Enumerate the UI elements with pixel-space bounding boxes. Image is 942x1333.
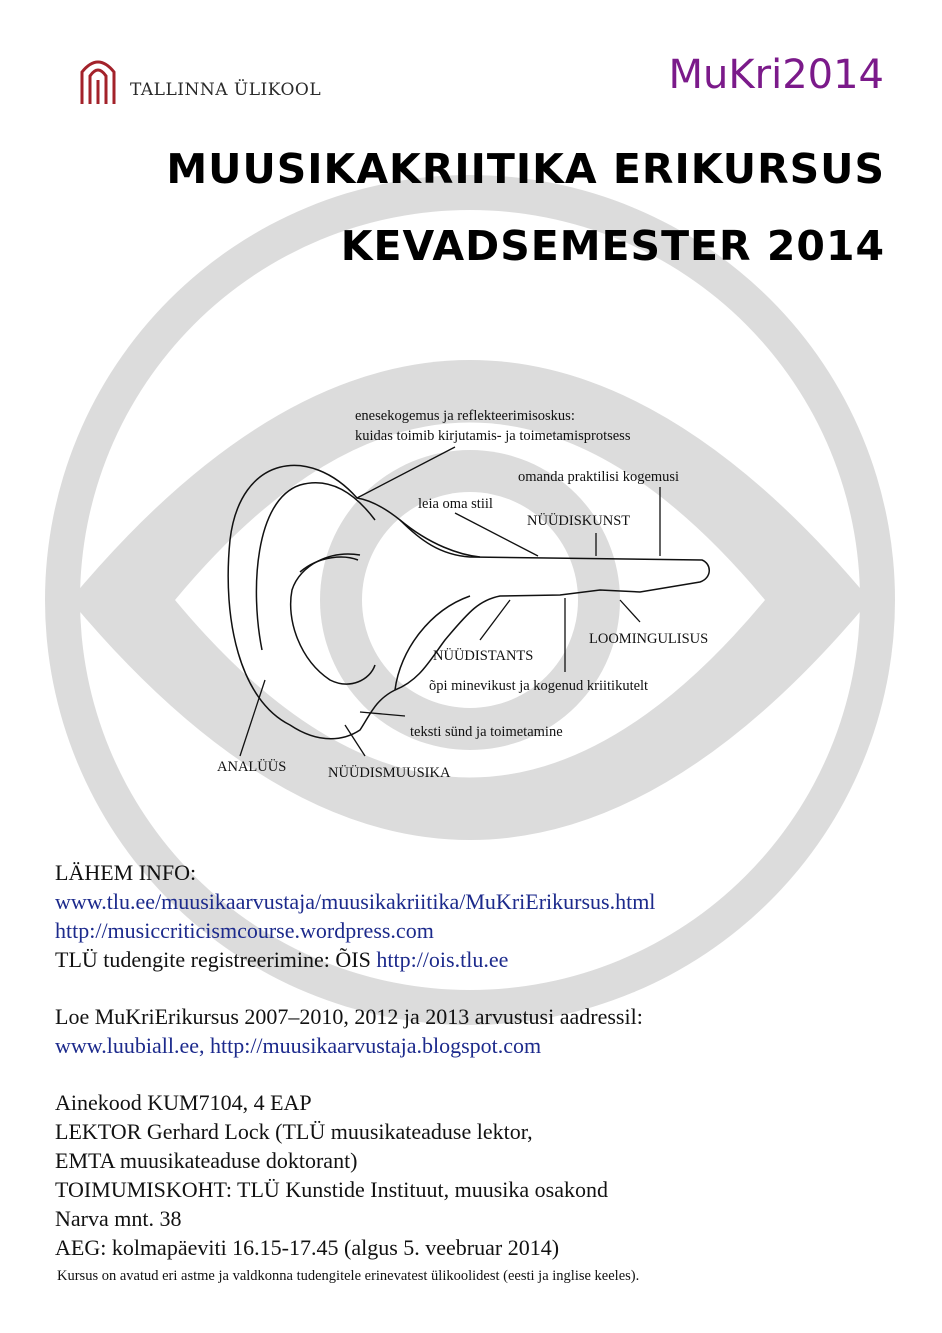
label-kirjutamisprotsess: kuidas toimib kirjutamis- ja toimetamisprotsess bbox=[355, 428, 631, 444]
label-praktilisi-kogemusi: omanda praktilisi kogemusi bbox=[518, 469, 680, 485]
footnote: Kursus on avatud eri astme ja valdkonna tudengitele erinevatest ülikoolidest (eesti ja inglise keeles). bbox=[57, 1268, 640, 1284]
lector-line-2: EMTA muusikateaduse doktorant) bbox=[55, 1148, 358, 1173]
university-logo bbox=[78, 50, 378, 110]
lector-line-1: LEKTOR Gerhard Lock (TLÜ muusikateaduse lektor, bbox=[55, 1119, 533, 1144]
label-oma-stiil: leia oma stiil bbox=[418, 496, 493, 512]
mukri-tag: MuKri2014 bbox=[668, 52, 884, 98]
registration-label: TLÜ tudengite registreerimine: ÕIS bbox=[55, 947, 377, 972]
ear-helix bbox=[256, 483, 375, 650]
label-analuus: ANALÜÜS bbox=[217, 759, 287, 775]
blogspot-link[interactable]: http://muusikaarvustaja.blogspot.com bbox=[209, 1033, 542, 1058]
page-subtitle: KEVADSEMESTER 2014 bbox=[340, 222, 885, 270]
label-nuudismuusika: NÜÜDISMUUSIKA bbox=[328, 765, 451, 781]
label-enesekogemus: enesekogemus ja reflekteerimisoskus: bbox=[355, 408, 575, 424]
info-heading: LÄHEM INFO: bbox=[55, 860, 197, 885]
info-section bbox=[55, 858, 655, 1262]
course-page-link[interactable]: www.tlu.ee/muusikaarvustaja/muusikakriitika/MuKriErikursus.html bbox=[55, 889, 656, 914]
page-title: MUUSIKAKRIITIKA ERIKURSUS bbox=[166, 145, 885, 193]
label-loomingulisus: LOOMINGULISUS bbox=[589, 631, 709, 647]
label-nuudiskunst: NÜÜDISKUNST bbox=[527, 513, 631, 529]
tlu-arch-icon bbox=[78, 50, 118, 106]
wordpress-link[interactable]: http://musiccriticismcourse.wordpress.com bbox=[55, 918, 434, 943]
ois-link[interactable]: http://ois.tlu.ee bbox=[376, 947, 509, 972]
reviews-links bbox=[55, 1031, 655, 1060]
place-line-2: Narva mnt. 38 bbox=[55, 1206, 182, 1231]
reviews-line: Loe MuKriErikursus 2007–2010, 2012 ja 2013 arvustusi aadressil: bbox=[55, 1004, 643, 1029]
luubiall-link[interactable]: www.luubiall.ee bbox=[55, 1033, 199, 1058]
label-teksti-sund: teksti sünd ja toimetamine bbox=[410, 724, 563, 740]
label-opi-minevikust: õpi minevikust ja kogenud kriitikutelt bbox=[429, 678, 649, 694]
time-line: AEG: kolmapäeviti 16.15-17.45 (algus 5. veebruar 2014) bbox=[55, 1235, 560, 1260]
course-code: Ainekood KUM7104, 4 EAP bbox=[55, 1090, 312, 1115]
label-nuudistants: NÜÜDISTANTS bbox=[433, 648, 534, 664]
registration-line bbox=[55, 945, 655, 974]
university-name: TALLINNA ÜLIKOOL bbox=[130, 80, 322, 100]
link-separator: , bbox=[198, 1033, 210, 1058]
ear-curl bbox=[291, 554, 375, 684]
place-line-1: TOIMUMISKOHT: TLÜ Kunstide Instituut, muusika osakond bbox=[55, 1177, 608, 1202]
